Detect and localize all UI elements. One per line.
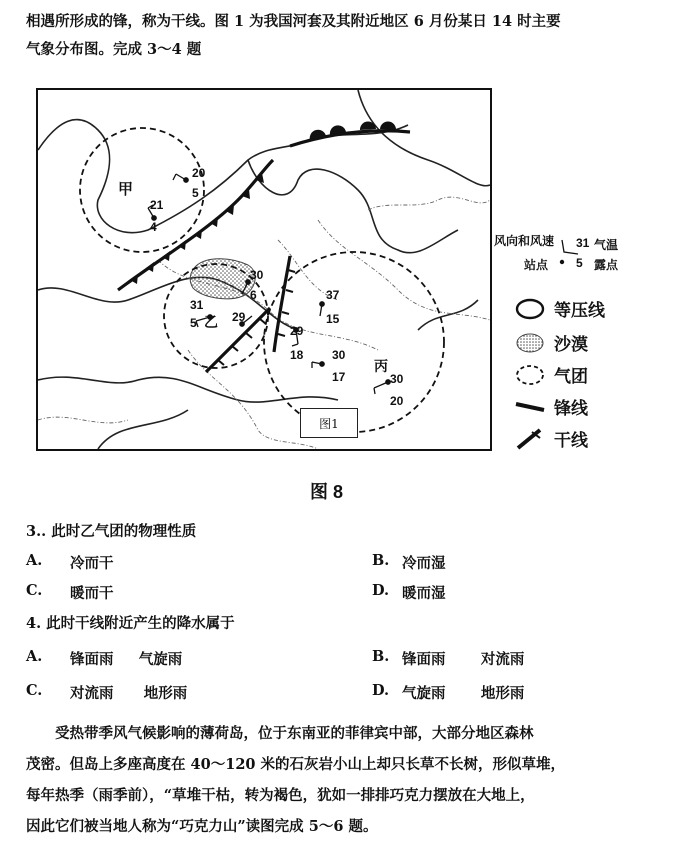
- label-yi: 乙: [204, 314, 218, 330]
- legend-station-label: 站点: [524, 258, 549, 272]
- q4-option-b: 锋面雨 对流雨: [402, 651, 525, 668]
- map-drawing: [38, 90, 490, 449]
- station-3-temp: 30: [250, 268, 264, 282]
- passage: [26, 718, 666, 842]
- air-mass-bing: [264, 252, 444, 432]
- legend-temp-value: 31: [576, 236, 590, 250]
- legend-front-label: 锋线: [554, 399, 588, 419]
- legend-station-symbol: [552, 236, 580, 270]
- legend-isobar: [514, 296, 605, 321]
- q3-option-b: 冷而湿: [402, 555, 446, 572]
- map-boundaries: [38, 90, 490, 449]
- station-7-temp: 29: [290, 324, 304, 338]
- station-1-temp: 20: [192, 166, 206, 180]
- label-bing: 丙: [374, 358, 388, 374]
- q3-option-a-letter: A.: [26, 552, 43, 569]
- weather-map: [36, 88, 492, 451]
- station-2-dew: 4: [150, 220, 157, 234]
- q4-option-a: 锋面雨 气旋雨: [70, 651, 183, 668]
- legend-desert: [514, 330, 588, 355]
- intro-text: [26, 8, 666, 64]
- station-1-dew: 5: [192, 186, 199, 200]
- station-4-temp: 31: [190, 298, 204, 312]
- q4-option-d: 气旋雨 地形雨: [402, 685, 525, 702]
- question-3-stem: 3.. 此时乙气团的物理性质: [26, 523, 197, 540]
- passage-line-2: 茂密。但岛上多座高度在 40～120 米的石灰岩小山上却只长草不长树，形似草堆，: [26, 756, 566, 773]
- legend-wind-label: 风向和风速: [494, 234, 555, 248]
- passage-line-4: 因此它们被当地人称为“巧克力山”读图完成 5～6 题。: [26, 818, 378, 835]
- passage-line-3: 每年热季（雨季前），“草堆干枯，转为褐色，犹如一排排巧克力摆放在大地上，: [26, 787, 535, 804]
- station-9-temp: 30: [390, 372, 404, 386]
- legend-air-mass-label: 气团: [554, 367, 588, 387]
- q3-option-c: 暖而干: [70, 585, 114, 602]
- passage-line-1: 受热带季风气候影响的薄荷岛，位于东南亚的菲律宾中部，大部分地区森林: [55, 725, 534, 742]
- figure-caption: 图 8: [310, 482, 344, 502]
- station-6-temp: 37: [326, 288, 340, 302]
- front-icon: [514, 396, 546, 418]
- station-9-dew: 20: [390, 394, 404, 408]
- dryline-2: [274, 256, 290, 352]
- legend-front: [514, 394, 588, 419]
- air-mass-jia: [80, 128, 204, 252]
- legend-dew-value: 5: [576, 256, 583, 270]
- dryline-icon: [514, 428, 546, 450]
- station-6-dew: 15: [326, 312, 340, 326]
- q3-option-d-letter: D.: [372, 582, 390, 599]
- q3-option-a: 冷而干: [70, 555, 114, 572]
- intro-line-2: 气象分布图。完成 3～4 题: [26, 41, 202, 58]
- legend-dew-label: 露点: [594, 258, 619, 272]
- legend-desert-label: 沙漠: [554, 335, 588, 355]
- station-8-temp: 30: [332, 348, 346, 362]
- legend-temp-label: 气温: [594, 238, 619, 252]
- question-4-stem: 4. 此时干线附近产生的降水属于: [26, 615, 235, 632]
- station-5-temp: 29: [232, 310, 246, 324]
- air-mass-icon: [514, 364, 546, 386]
- q4-option-a-letter: A.: [26, 648, 43, 665]
- station-4-dew: 5: [190, 316, 197, 330]
- desert-icon: [514, 332, 546, 354]
- label-jia: 甲: [118, 181, 134, 198]
- map-legend: [494, 232, 674, 462]
- legend-air-mass: [514, 362, 588, 387]
- legend-isobar-label: 等压线: [554, 301, 605, 321]
- intro-line-1: 相遇所形成的锋，称为干线。图 1 为我国河套及其附近地区 6 月份某日 14 时主要: [26, 13, 561, 30]
- legend-dryline-label: 干线: [554, 431, 588, 451]
- station-8-dew: 17: [332, 370, 346, 384]
- q4-option-c: 对流雨 地形雨: [70, 685, 188, 702]
- q4-option-b-letter: B.: [372, 648, 390, 665]
- q4-option-d-letter: D.: [372, 682, 390, 699]
- station-symbols: [148, 174, 390, 394]
- q3-option-d: 暖而湿: [402, 585, 446, 602]
- q3-option-c-letter: C.: [26, 582, 43, 599]
- station-3-dew: 6: [250, 288, 257, 302]
- isobar-icon: [514, 298, 546, 320]
- legend-dryline: [514, 426, 588, 451]
- station-2-temp: 21: [150, 198, 164, 212]
- inner-figure-label: 图1: [300, 408, 358, 438]
- warm-front: [290, 131, 410, 146]
- q3-option-b-letter: B.: [372, 552, 390, 569]
- station-7-dew: 18: [290, 348, 304, 362]
- q4-option-c-letter: C.: [26, 682, 43, 699]
